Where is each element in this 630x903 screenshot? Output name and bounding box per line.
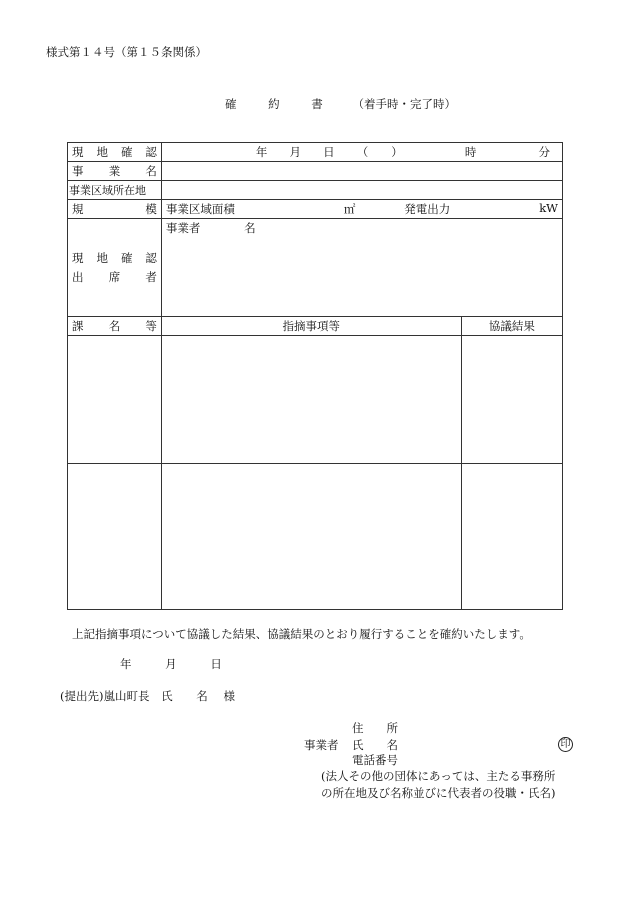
location-row — [68, 181, 563, 200]
applicant-note-line2: の所在地及び名称並びに代表者の役職・氏名) — [321, 786, 556, 800]
power-unit: kW — [539, 201, 558, 215]
section-cell[interactable] — [68, 464, 162, 610]
seal-mark: 印 — [558, 737, 573, 752]
site-check-label-cell — [68, 143, 162, 162]
entry-row — [68, 336, 563, 464]
location-label: 事業区域所在地 — [68, 181, 162, 200]
column-header-row — [68, 317, 563, 336]
scale-values-cell[interactable] — [161, 200, 562, 219]
attendees-row — [68, 219, 563, 317]
attendees-field[interactable] — [161, 219, 562, 317]
confirmation-table — [67, 142, 563, 610]
site-check-date: 年 月 日 （ ） 時 分 — [255, 145, 550, 159]
date-line: 年 月 日 — [120, 657, 222, 671]
section-header: 課 名 等 — [68, 317, 162, 336]
attendees-label-cell — [68, 219, 162, 317]
result-header: 協議結果 — [461, 317, 562, 336]
title-sub: （着手時・完了時） — [352, 97, 456, 111]
attendees-label-line2: 出 席 者 — [72, 269, 157, 284]
result-cell[interactable] — [461, 464, 562, 610]
area-label: 事業区域面積 — [165, 202, 235, 216]
applicant-phone-label: 電話番号 — [352, 753, 398, 767]
entry-row — [68, 464, 563, 610]
scale-label-cell — [68, 200, 162, 219]
agreement-text: 上記指摘事項について協議した結果、協議結果のとおり履行することを確約いたします。 — [72, 627, 531, 641]
remarks-header: 指摘事項等 — [161, 317, 461, 336]
attendees-name-label: 名 — [244, 221, 256, 235]
scale-label: 規 模 — [72, 202, 157, 216]
site-check-label: 現 地 確 認 — [72, 145, 157, 159]
project-name-label-cell — [68, 162, 162, 181]
scale-values — [166, 201, 558, 217]
section-cell[interactable] — [68, 336, 162, 464]
document-title — [225, 96, 456, 112]
project-name-field[interactable] — [161, 162, 562, 181]
remarks-cell[interactable] — [161, 464, 461, 610]
power-label: 発電出力 — [404, 202, 451, 216]
project-name-label: 事 業 名 — [72, 164, 157, 178]
applicant-business-label: 事業者 — [304, 738, 339, 752]
result-cell[interactable] — [461, 336, 562, 464]
applicant-note-line1: (法人その他の団体にあっては、主たる事務所 — [321, 769, 556, 783]
site-check-row — [68, 143, 563, 162]
title-main: 確 約 書 — [225, 97, 337, 111]
attendees-business-label: 事業者 — [165, 221, 201, 235]
applicant-name-label: 氏 名 — [352, 738, 398, 752]
addressee-suffix: 様 — [223, 689, 235, 703]
location-field[interactable] — [161, 181, 562, 200]
applicant-address-label: 住 所 — [352, 721, 398, 735]
remarks-cell[interactable] — [161, 336, 461, 464]
attendees-label-line1: 現 地 確 認 — [72, 250, 157, 265]
addressee-line: (提出先)嵐山町長 氏 名 様 — [60, 689, 235, 703]
addressee-prefix: (提出先)嵐山町長 — [60, 689, 150, 703]
area-unit: ㎡ — [343, 202, 356, 216]
scale-row — [68, 200, 563, 219]
site-check-date-cell[interactable] — [161, 143, 562, 162]
form-number: 様式第１４号（第１５条関係） — [46, 45, 207, 59]
project-name-row — [68, 162, 563, 181]
